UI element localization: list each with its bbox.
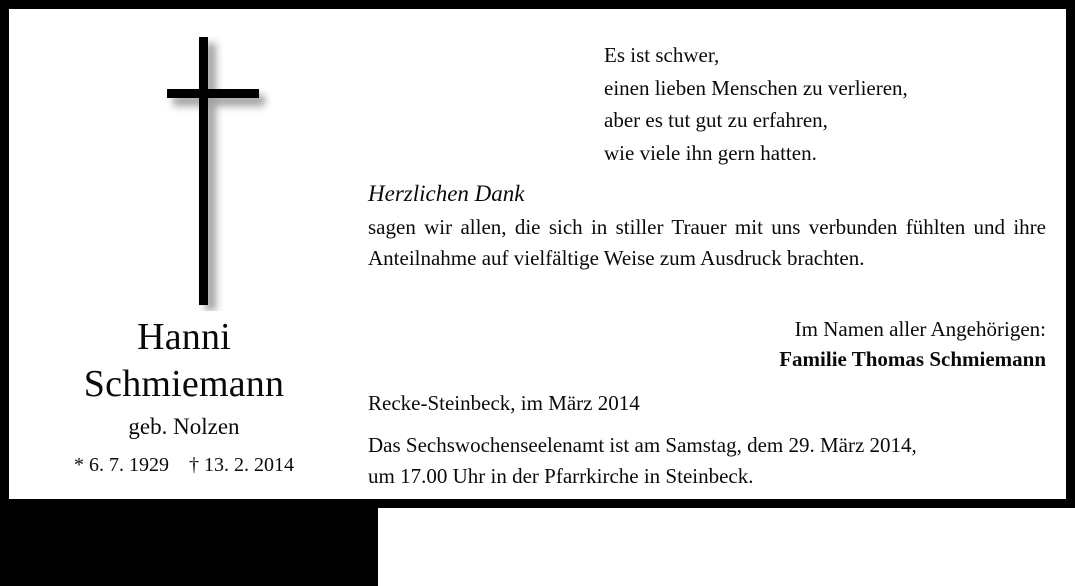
christian-cross-icon <box>9 31 359 311</box>
memorial-verse <box>604 39 1056 169</box>
place-and-date: Recke-Steinbeck, im März 2014 <box>368 391 640 415</box>
thanks-heading: Herzlichen Dank <box>368 181 525 206</box>
cross-icon <box>9 31 359 311</box>
obituary-card <box>9 9 1066 499</box>
maiden-name: geb. Nolzen <box>128 414 240 439</box>
verse-line-4: wie viele ihn gern hatten. <box>604 140 817 165</box>
verse-line-3: aber es tut gut zu erfahren, <box>604 108 828 132</box>
thanks-body-text: sagen wir allen, die sich in stiller Trauer mit uns verbunden fühlten und ihre Anteilnahme auf vielfältige Weise zum Ausdruck brachten. <box>368 215 1046 270</box>
bottom-white-area <box>378 508 1075 586</box>
service-line-2: um 17.00 Uhr in der Pfarrkirche in Steinbeck. <box>368 464 754 488</box>
deceased-last-name: Schmiemann <box>83 363 285 405</box>
birth-death-dates: * 6. 7. 1929 † 13. 2. 2014 <box>74 454 294 476</box>
memorial-service-info <box>368 430 1048 492</box>
verse-line-2: einen lieben Menschen zu verlieren, <box>604 75 908 100</box>
deceased-first-name: Hanni <box>137 316 231 358</box>
verse-line-1: Es ist schwer, <box>604 43 720 67</box>
family-name: Familie Thomas Schmiemann <box>779 347 1046 371</box>
right-column <box>366 9 1056 499</box>
service-line-1: Das Sechswochenseelenamt ist am Samstag, dem 29. März 2014, <box>368 433 917 457</box>
family-signature-block <box>368 314 1046 375</box>
deceased-name-block <box>9 314 359 480</box>
on-behalf-text: Im Namen aller Angehörigen: <box>794 317 1046 341</box>
left-column <box>9 9 359 499</box>
